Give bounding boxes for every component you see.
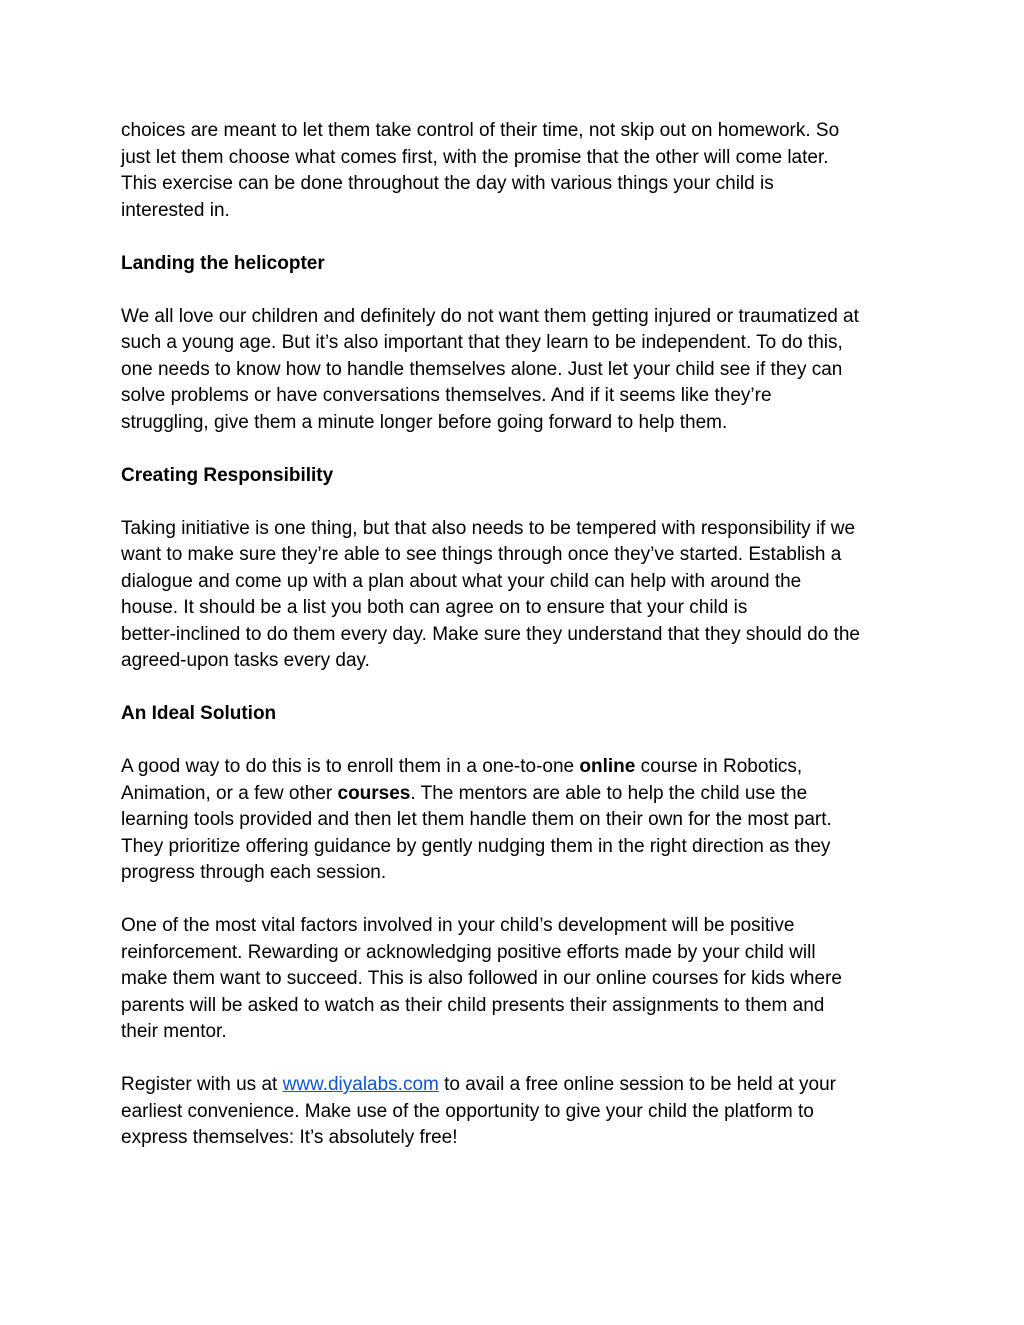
text-line: This exercise can be done throughout the day with various things your child is	[121, 173, 774, 194]
section-heading-helicopter	[121, 251, 911, 278]
responsibility-paragraph	[121, 516, 911, 675]
text-line: solve problems or have conversations themselves. And if it seems like they’re	[121, 385, 772, 406]
text-line: struggling, give them a minute longer before going forward to help them.	[121, 411, 728, 433]
text-line: make them want to succeed. This is also followed in our online courses for kids where	[121, 968, 842, 989]
text-line: their mentor.	[121, 1021, 227, 1042]
text-line: such a young age. But it’s also important that they learn to be independent. To do this,	[121, 332, 843, 353]
text-line: express themselves: It’s absolutely free!	[121, 1127, 458, 1148]
solution-paragraph-2	[121, 913, 911, 1046]
bold-keyword-online: online	[579, 756, 636, 777]
text-line: dialogue and come up with a plan about what your child can help with around the	[121, 570, 802, 592]
helicopter-paragraph	[121, 304, 911, 437]
text-line: progress through each session.	[121, 862, 387, 883]
text-line: reinforcement. Rewarding or acknowledging positive efforts made by your child will	[121, 941, 816, 963]
text-line: one needs to know how to handle themselves alone. Just let your child see if they can	[121, 358, 843, 380]
intro-paragraph	[121, 118, 911, 224]
text-line: better-inclined to do them every day. Make sure they understand that they should do the	[121, 623, 860, 645]
text-line: Taking initiative is one thing, but that also needs to be tempered with responsibility if we	[121, 517, 856, 539]
bold-keyword-courses: courses	[337, 782, 411, 804]
text-line: earliest convenience. Make use of the opportunity to give your child the platform to	[121, 1100, 814, 1122]
text-line: We all love our children and definitely do not want them getting injured or traumatized at	[121, 305, 859, 327]
section-heading-responsibility	[121, 463, 911, 490]
document-page	[121, 118, 911, 1178]
text-line	[121, 781, 911, 808]
section-heading-solution	[121, 701, 911, 728]
solution-paragraph-3	[121, 1072, 911, 1152]
text-run: to avail a free online session to be held at your	[438, 1074, 836, 1095]
text-line: choices are meant to let them take control of their time, not skip out on homework. So	[121, 120, 840, 141]
text-line: parents will be asked to watch as their child presents their assignments to them and	[121, 994, 825, 1016]
text-line: want to make sure they’re able to see things through once they’ve started. Establish a	[121, 544, 842, 565]
text-line: They prioritize offering guidance by gently nudging them in the right direction as they	[121, 835, 831, 857]
text-line: just let them choose what comes first, with the promise that the other will come later.	[121, 146, 829, 168]
text-line: interested in.	[121, 199, 230, 221]
text-line: house. It should be a list you both can agree on to ensure that your child is	[121, 597, 748, 618]
text-line	[121, 754, 911, 781]
text-line	[121, 1072, 911, 1099]
text-run: A good way to do this is to enroll them in a one-to-one	[121, 756, 580, 777]
text-line: agreed-upon tasks every day.	[121, 650, 370, 671]
text-run: course in Robotics,	[635, 756, 803, 777]
section-heading: An Ideal Solution	[121, 703, 277, 724]
section-heading: Landing the helicopter	[121, 252, 325, 274]
text-run: Register with us at	[121, 1074, 283, 1095]
text-run: Animation, or a few other	[121, 782, 338, 804]
section-heading: Creating Responsibility	[121, 464, 334, 486]
text-line: One of the most vital factors involved in your child’s development will be positive	[121, 915, 795, 936]
text-line: learning tools provided and then let them handle them on their own for the most part.	[121, 809, 832, 830]
diyalabs-link[interactable]: www.diyalabs.com	[282, 1074, 439, 1095]
solution-paragraph-1	[121, 754, 911, 887]
text-run: . The mentors are able to help the child use the	[410, 782, 808, 804]
